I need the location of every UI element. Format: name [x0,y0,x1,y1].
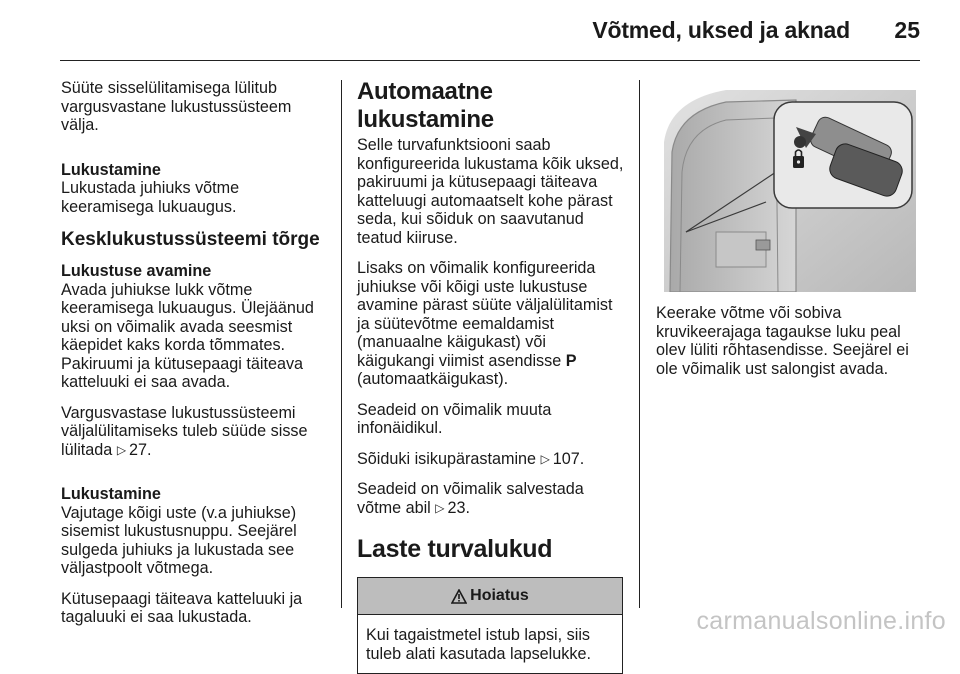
lock-subheading: Lukustamine [61,160,161,179]
fuel-paragraph: Kütusepaagi täiteava katteluuki ja tagaluuki ei saa lukustada. [61,589,303,626]
page-reference-icon: ▷ [116,442,127,457]
column-middle [357,78,627,674]
illustration-caption: Keerake võtme või sobiva kruvikeerajaga tagaukse luku peal olev lüliti rõhtasendisse. Seejärel ei ole võimalik ust salongist avada. [656,304,909,378]
lock-paragraph: Lukustada juhiuks võtme keeramisega lukuaugus. [61,179,240,216]
personalization-paragraph [357,450,627,469]
child-lock-illustration [656,82,916,292]
page-reference-icon: ▷ [435,500,445,515]
personalization-ref[interactable]: 107. [552,449,585,468]
column-left [61,79,323,639]
lock2-subheading: Lukustamine [61,485,161,503]
intro-paragraph: Süüte sisselülitamisega lülitub vargusvastane lukustussüsteem välja. [61,79,292,134]
column-right [656,82,926,390]
save-text: Seadeid on võimalik salvestada võtme abil [357,480,584,517]
personalization-text: Sõiduki isikupärastamine [357,449,537,468]
auto-lock-text-b: (automaatkäigukast). [357,370,509,388]
antitheft-paragraph [61,404,323,460]
auto-lock-paragraph-1: Selle turvafunktsiooni saab konfigureerida lukustama kõik uksed, pakiruumi ja kütusepaagi täiteava katteluugi automaatselt kohe pärast seda, kui sõiduk on saavutanud teatud kiiruse. [357,136,624,247]
auto-lock-heading: Automaatne lukustamine [357,78,494,133]
auto-lock-text-a: Lisaks on võimalik konfigureerida juhiukse või kõigi uste lukustuse avamine pärast süüte väljalülitamist ja süütevõtme eemaldamist (manuaalne käigukast) või käigukangi viimist asendisse [357,259,613,370]
warning-title: Hoiatus [470,586,529,604]
antitheft-ref[interactable]: 27. [129,440,152,459]
antitheft-text: Vargusvastase lukustussüsteemi väljalülitamiseks tuleb süüde sisse lülitada [61,403,308,459]
column-divider-2 [639,80,640,608]
watermark: carmanualsonline.info [696,607,946,635]
unlock-paragraph: Avada juhiukse lukk võtme keeramisega lukuaugus. Ülejäänud uksi on võimalik avada seesmist käepidet kaks korda tõmmates. Pakiruumi ja kütusepaagi täiteava katteluuki ei saa avada. [61,280,314,391]
warning-triangle-icon [451,589,467,604]
chapter-title: Võtmed, uksed ja aknad [592,17,850,43]
unlock-subheading: Lukustuse avamine [61,262,212,280]
page-header [60,0,920,61]
lock2-paragraph: Vajutage kõigi uste (v.a juhiukse) sisemist lukustusnuppu. Seejärel sulgeda juhiuks ja lukustada see väljastpoolt võtmega. [61,503,297,577]
warning-box [357,577,623,674]
auto-lock-paragraph-2 [357,259,627,389]
save-ref[interactable]: 23. [447,498,471,517]
fault-heading: Kesklukustussüsteemi tõrge [61,229,320,250]
warning-text: Kui tagaistmetel istub lapsi, siis tuleb alati kasutada lapselukke. [366,626,591,663]
child-locks-heading: Laste turvalukud [357,535,553,563]
gear-position-p: P [565,351,577,370]
save-paragraph [357,480,627,517]
warning-header [358,578,622,615]
settings-paragraph: Seadeid on võimalik muuta infonäidikul. [357,400,552,437]
page-reference-icon: ▷ [540,451,550,466]
page-number: 25 [894,17,920,43]
column-divider-1 [341,80,342,608]
